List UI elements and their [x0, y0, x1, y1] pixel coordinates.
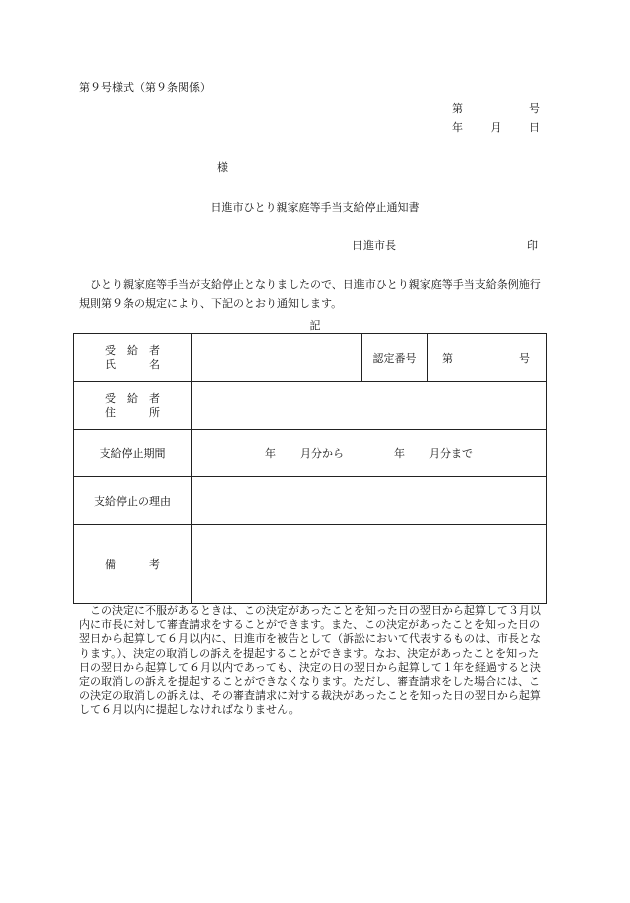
row-recipient-address	[74, 382, 547, 430]
intro-paragraph: ひとり親家庭等手当が支給停止となりましたので、日進市ひとり親家庭等手当支給条例施行規則第９条の規定により、下記のとおり通知します。	[79, 278, 541, 310]
cert-number-label: 認定番号	[362, 334, 428, 382]
document-number-line	[452, 102, 540, 116]
recipient-name-field[interactable]	[192, 334, 362, 382]
recipient-name-label	[74, 334, 192, 382]
cert-number-field[interactable]	[428, 334, 547, 382]
suspension-period-field[interactable]	[192, 430, 547, 477]
form-number-label: 第９号様式（第９条関係）	[79, 81, 211, 94]
row-recipient-name	[74, 334, 547, 382]
issuer-mayor: 日進市長	[352, 239, 396, 252]
addressee-suffix: 様	[217, 161, 228, 174]
recipient-address-label	[74, 382, 192, 430]
seal-mark: 印	[527, 239, 538, 252]
recipient-name-label-line2: 氏 名	[105, 357, 160, 371]
period-to-month: 月分まで	[429, 447, 473, 460]
suspension-reason-label: 支給停止の理由	[74, 477, 192, 525]
number-suffix: 号	[529, 102, 540, 115]
suspension-reason-field[interactable]	[192, 477, 547, 525]
cert-number-prefix: 第	[442, 351, 453, 365]
document-title: 日進市ひとり親家庭等手当支給停止通知書	[210, 201, 420, 214]
row-suspension-period	[74, 430, 547, 477]
period-from-month: 月分から	[300, 447, 344, 460]
ki-heading: 記	[309, 319, 321, 332]
date-month: 月	[490, 121, 502, 134]
period-to-year: 年	[394, 447, 405, 460]
suspension-period-label: 支給停止期間	[74, 430, 192, 477]
date-year: 年	[452, 121, 463, 134]
recipient-name-label-line1: 受 給 者	[105, 343, 160, 357]
row-suspension-reason	[74, 477, 547, 525]
number-prefix: 第	[452, 102, 463, 115]
recipient-address-field[interactable]	[192, 382, 547, 430]
remarks-label: 備 考	[74, 525, 192, 604]
row-remarks	[74, 525, 547, 604]
appeal-notice-paragraph: この決定に不服があるときは、この決定があったことを知った日の翌日から起算して３月以内に市長に対して審査請求をすることができます。また、この決定があったことを知った日の翌日から起算して６月以内に、日進市を被告として（訴訟において代表するものは、市長となります。）、決定の取消しの訴えを提起することができます。なお、決定があったことを知った日の翌日から起算して６月以内であっても、決定の日の翌日から起算して１年を経過すると決定の取消しの訴えを提起することができなくなります。ただし、審査請求をした場合には、この決定の取消しの訴えは、その審査請求に対する裁決があったことを知った日の翌日から起算して６月以内に提起しなければなりません。	[79, 604, 541, 717]
period-from-year: 年	[265, 447, 276, 460]
recipient-address-label-line2: 住 所	[105, 405, 160, 419]
document-date-line	[452, 121, 540, 135]
remarks-field[interactable]	[192, 525, 547, 604]
recipient-address-label-line1: 受 給 者	[105, 391, 160, 405]
notice-table	[73, 333, 547, 604]
cert-number-suffix: 号	[519, 351, 530, 365]
date-day: 日	[529, 121, 540, 134]
